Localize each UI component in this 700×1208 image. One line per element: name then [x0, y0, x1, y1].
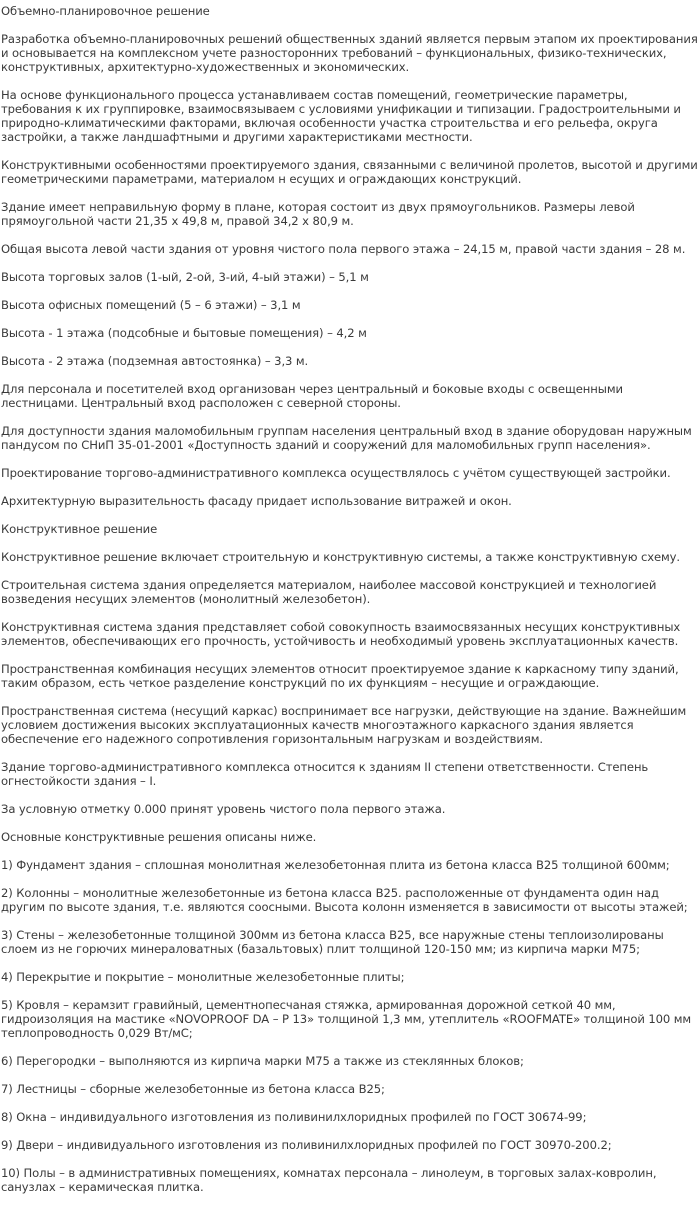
list-item: 6) Перегородки – выполняются из кирпича марки М75 а также из стеклянных блоков;	[1, 1054, 524, 1068]
list-item: 9) Двери – индивидуального изготовления из поливинилхлоридных профилей по ГОСТ 30970-200.2;	[1, 1138, 612, 1152]
paragraph: Пространственная комбинация несущих элементов относит проектируемое здание к каркасному типу зданий, таким образом, есть четкое разделение конструкций по их функциям – несущие и ограждающие.	[1, 662, 679, 690]
paragraph: Высота офисных помещений (5 – 6 этажи) – 3,1 м	[1, 298, 301, 312]
list-item: 2) Колонны – монолитные железобетонные из бетона класса В25. расположенные от фундамента один над другим по высоте здания, т.е. являются соосными. Высота колонн изменяется в зависимости от высоты этажей;	[1, 886, 688, 914]
paragraph: На основе функционального процесса устанавливаем состав помещений, геометрические параметры, требования к их группировке, взаимосвязываем с условиями унификации и типизации. Градостроительными и природно-климатическими факторами, включая особенности участка строительства и его рельефа, округа застройки, а также ландшафтными и другими характеристиками местности.	[1, 88, 681, 144]
list-item: 5) Кровля – керамзит гравийный, цементнопесчаная стяжка, армированная дорожной сеткой 40 мм, гидроизоляция на мастике «NOVOPROOF DA – P 13» толщиной 1,3 мм, утеплитель «ROOFMATE» толщиной 100 мм теплопроводность 0,029 Вт/мС;	[1, 998, 692, 1040]
list-item: 7) Лестницы – сборные железобетонные из бетона класса В25;	[1, 1082, 385, 1096]
paragraph: Основные конструктивные решения описаны ниже.	[1, 830, 317, 844]
list-item: 1) Фундамент здания – сплошная монолитная железобетонная плита из бетона класса В25 толщиной 600мм;	[1, 858, 670, 872]
list-item: 8) Окна – индивидуального изготовления из поливинилхлоридных профилей по ГОСТ 30674-99;	[1, 1110, 587, 1124]
paragraph: Архитектурную выразительность фасаду придает использование витражей и окон.	[1, 494, 512, 508]
paragraph: Для доступности здания маломобильным группам населения центральный вход в здание оборудован наружным пандусом по СНиП 35-01-2001 «Доступность зданий и сооружений для маломобильных групп населения».	[1, 424, 692, 452]
paragraph: Высота - 1 этажа (подсобные и бытовые помещения) – 4,2 м	[1, 326, 367, 340]
paragraph: За условную отметку 0.000 принят уровень чистого пола первого этажа.	[1, 802, 446, 816]
paragraph: Здание имеет неправильную форму в плане, которая состоит из двух прямоугольников. Размеры левой прямоугольной части 21,35 х 49,8 м, правой 34,2 х 80,9 м.	[1, 200, 635, 228]
list-item: 4) Перекрытие и покрытие – монолитные железобетонные плиты;	[1, 970, 405, 984]
paragraph: Общая высота левой части здания от уровня чистого пола первого этажа – 24,15 м, правой части здания – 28 м.	[1, 242, 686, 256]
list-item: 3) Стены – железобетонные толщиной 300мм из бетона класса В25, все наружные стены теплоизолированы слоем из не горючих минераловатных (базальтовых) плит толщиной 120-150 мм; из кирпича марки М75;	[1, 928, 664, 956]
list-item: 10) Полы – в административных помещениях, комнатах персонала – линолеум, в торговых залах-ковролин, санузлах – керамическая плитка.	[1, 1166, 657, 1194]
paragraph: Конструктивная система здания представляет собой совокупность взаимосвязанных несущих конструктивных элементов, обеспечивающих его прочность, устойчивость и необходимый уровень эксплуатационных качеств.	[1, 620, 681, 648]
paragraph: Разработка объемно-планировочных решений общественных зданий является первым этапом их проектирования и основывается на комплексном учете разносторонних требований – функциональных, физико-технических, конструктивных, архитектурно-художественных и экономических.	[1, 32, 698, 74]
paragraph: Конструктивное решение включает строительную и конструктивную системы, а также конструктивную схему.	[1, 550, 681, 564]
section-heading-structural: Конструктивное решение	[1, 522, 158, 536]
paragraph: Высота - 2 этажа (подземная автостоянка) – 3,3 м.	[1, 354, 309, 368]
paragraph: Пространственная система (несущий каркас) воспринимает все нагрузки, действующие на здание. Важнейшим условием достижения высоких эксплуатационных качеств многоэтажного каркасного здания является обеспечение его надежного сопротивления горизонтальным нагрузкам и воздействиям.	[1, 704, 687, 746]
section-heading-planning: Объемно-планировочное решение	[1, 4, 210, 18]
paragraph: Для персонала и посетителей вход организован через центральный и боковые входы с освещенными лестницами. Центральный вход расположен с северной стороны.	[1, 382, 623, 410]
paragraph: Проектирование торгово-административного комплекса осуществлялось с учётом существующей застройки.	[1, 466, 671, 480]
paragraph: Конструктивными особенностями проектируемого здания, связанными с величиной пролетов, высотой и другими геометрическими параметрами, материалом н есущих и ограждающих конструкций.	[1, 158, 698, 186]
paragraph: Здание торгово-административного комплекса относится к зданиям II степени ответственности. Степень огнестойкости здания – I.	[1, 760, 649, 788]
paragraph: Строительная система здания определяется материалом, наиболее массовой конструкцией и технологией возведения несущих элементов (монолитный железобетон).	[1, 578, 657, 606]
paragraph: Высота торговых залов (1-ый, 2-ой, 3-ий, 4-ый этажи) – 5,1 м	[1, 270, 369, 284]
